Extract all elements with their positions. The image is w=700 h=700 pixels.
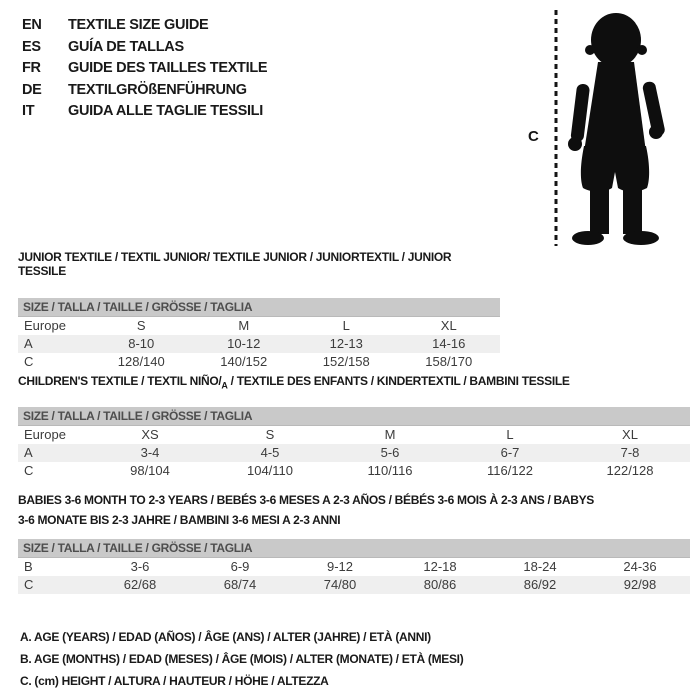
table-title [18,372,690,392]
toddler-silhouette-icon [568,13,666,245]
size-cell: L [342,318,350,333]
size-cell: 128/140 [117,354,165,369]
size-cell: S [265,427,275,443]
language-title: TEXTILE SIZE GUIDE [68,17,209,33]
size-cell: 140/152 [220,354,268,369]
language-title: GUIDA ALLE TAGLIE TESSILI [68,103,263,119]
language-title-list [22,15,267,123]
table-row [18,444,690,462]
size-cell: L [506,427,514,443]
language-code: IT [22,103,35,119]
size-cell: 3-6 [130,559,150,574]
table-title: JUNIOR TEXTILE / TEXTIL JUNIOR/ TEXTILE JUNIOR / JUNIORTEXTIL / JUNIOR TESSILE [18,250,452,278]
size-cell: 68/74 [223,577,257,592]
size-cell: 158/170 [425,354,473,369]
table-row [18,576,690,594]
size-cell: M [238,318,250,333]
note-age-months: B. AGE (MONTHS) / EDAD (MESES) / ÂGE (MOIS) / ALTER (MONATE) / ETÀ (MESI) [20,652,464,666]
height-measure-label: C [528,128,539,145]
table-row [18,317,500,335]
size-cell: 9-12 [326,559,354,574]
childrens-textile-section [18,372,690,480]
size-header-bar: SIZE / TALLA / TAILLE / GRÖSSE / TAGLIA [18,298,500,317]
size-cell: 6-9 [230,559,250,574]
size-cell: 104/110 [246,463,294,479]
note-height-cm: C. (cm) HEIGHT / ALTURA / HAUTEUR / HÖHE / ALTEZZA [20,674,329,688]
language-row-en [22,15,267,37]
row-label: C [24,463,34,479]
language-title: GUÍA DE TALLAS [68,38,184,55]
size-cell: 116/122 [486,463,534,479]
language-title: TEXTILGRÖßENFÜHRUNG [68,81,247,98]
note-age-years: A. AGE (YEARS) / EDAD (AÑOS) / ÂGE (ANS) / ALTER (JAHRE) / ETÀ (ANNI) [20,630,431,644]
size-cell: 122/128 [606,463,654,479]
row-label: Europe [24,427,66,443]
language-row-it [22,101,267,123]
table-row [18,353,500,371]
language-code: DE [22,81,42,98]
size-header-bar: SIZE / TALLA / TAILLE / GRÖSSE / TAGLIA [18,539,690,558]
table-title: BABIES 3-6 MONTH TO 2-3 YEARS / BEBÉS 3-6 MESES A 2-3 AÑOS / BÉBÉS 3-6 MOIS À 2-3 ANS / BABYS 3-6 MONATE BIS 2-3 JAHRE / BAMBINI 3-6 MESI A 2-3 ANNI [18,493,595,527]
size-cell: XL [440,318,457,333]
babies-textile-section [18,488,690,594]
language-code: ES [22,38,41,55]
size-cell: 62/68 [123,577,157,592]
size-cell: 80/86 [423,577,457,592]
size-cell: M [384,427,396,443]
row-label: A [24,445,33,461]
size-cell: 24-36 [623,559,657,574]
junior-textile-section [18,248,500,371]
row-label: Europe [24,318,66,333]
legend-notes [20,626,463,692]
size-cell: 5-6 [380,445,400,461]
size-cell: 98/104 [130,463,170,479]
size-cell: 74/80 [323,577,357,592]
size-cell: 18-24 [523,559,557,574]
table-title-text: CHILDREN'S TEXTILE / TEXTIL NIÑO/ [18,374,222,388]
toddler-figure [520,4,680,250]
size-cell: 6-7 [500,445,520,461]
row-label: A [24,336,33,351]
row-label: C [24,577,34,592]
size-cell: 86/92 [523,577,557,592]
size-cell: 92/98 [623,577,657,592]
size-cell: S [136,318,146,333]
table-row [18,335,500,353]
table-row [18,462,690,480]
size-cell: 8-10 [128,336,155,351]
table-row [18,426,690,444]
language-code: EN [22,17,42,33]
language-title: GUIDE DES TAILLES TEXTILE [68,60,268,76]
language-row-fr [22,58,267,80]
table-row [18,558,690,576]
row-label: B [24,559,33,574]
language-row-de [22,80,267,102]
size-cell: 110/116 [367,463,413,479]
table-title-subscript: A [221,380,228,391]
size-cell: 4-5 [260,445,280,461]
size-cell: 3-4 [140,445,160,461]
size-cell: XL [622,427,638,443]
row-label: C [24,354,34,369]
table-title-text: / TEXTILE DES ENFANTS / KINDERTEXTIL / BAMBINI TESSILE [227,374,570,388]
size-cell: 12-13 [329,336,363,351]
size-cell: 7-8 [620,445,640,461]
size-header-bar: SIZE / TALLA / TAILLE / GRÖSSE / TAGLIA [18,407,690,426]
size-cell: 152/158 [322,354,370,369]
size-cell: 10-12 [227,336,261,351]
size-cell: 14-16 [432,336,466,351]
size-cell: XS [141,427,159,443]
language-code: FR [22,60,41,76]
language-row-es [22,37,267,59]
size-cell: 12-18 [423,559,457,574]
